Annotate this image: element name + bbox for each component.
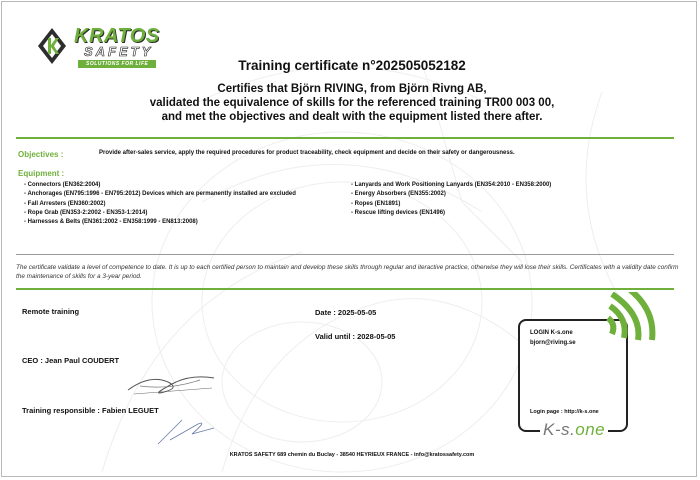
training-date: Date : 2025-05-05: [315, 308, 377, 317]
equipment-list-left: [24, 181, 296, 227]
equipment-item: - Rescue lifting devices (EN1496): [351, 209, 551, 218]
objectives-text: Provide after-sales service, apply the required procedures for product traceability, check equipment and decide on their safety or dangerousness.: [99, 150, 515, 156]
divider-top: [16, 137, 674, 139]
equipment-item: - Energy Absorbers (EN355:2002): [351, 190, 551, 199]
statement-line-2: validated the equivalence of skills for the referenced training TR00 003 00,: [149, 97, 555, 109]
responsible-signature: [152, 414, 232, 448]
objectives-label: Objectives :: [18, 150, 64, 159]
login-page-url[interactable]: Login page : http://k-s.one: [530, 409, 599, 415]
certificate-title: Training certificate n°202505052182: [238, 58, 466, 73]
login-user: bjorn@riving.se: [530, 340, 576, 346]
equipment-item: - Anchorages (EN795:1996 - EN795:2012) Devices which are permanently installed are excluded: [24, 190, 296, 199]
ceo-name: CEO : Jean Paul COUDERT: [22, 356, 120, 365]
ksone-logo: [540, 420, 608, 440]
equipment-item: - Rope Grab (EN353-2:2002 - EN353-1:2014): [24, 209, 296, 218]
training-responsible: Training responsible : Fabien LEGUET: [22, 406, 159, 415]
footer-address: KRATOS SAFETY 689 chemin du Buclay - 38540 HEYRIEUX FRANCE - info@kratossafety.com: [229, 452, 475, 458]
equipment-item: - Harnesses & Belts (EN361:2002 - EN358:1999 - EN813:2008): [24, 218, 296, 227]
logo-subword: SAFETY: [84, 44, 154, 59]
equipment-item: - Lanyards and Work Positioning Lanyards (EN354:2010 - EN358:2000): [351, 181, 551, 190]
certificate-frame: [1, 1, 697, 477]
disclaimer-text: The certificate validate a level of competence to date. It is up to each certified person to maintain and develop these skills through regular and iteractive practice, otherwise they will lose their skills. Certificates with a validity date confirm the maintenance of skills for a 3-year period.: [16, 264, 679, 281]
equipment-label: Equipment :: [18, 169, 65, 178]
ksone-logo-part2: one: [575, 420, 606, 439]
divider-bottom: [16, 288, 674, 290]
equipment-list-right: [351, 181, 551, 218]
training-mode: Remote training: [22, 307, 80, 316]
ksone-logo-part1: K-s.: [543, 420, 576, 439]
logo-wordmark: KRATOS: [74, 25, 160, 47]
statement-line-3: and met the objectives and dealt with the equipment listed there after.: [161, 111, 543, 123]
logo-tagline: SOLUTIONS FOR LIFE: [78, 60, 156, 68]
signal-waves-icon: [598, 292, 662, 342]
login-title: LOGIN K-s.one: [530, 330, 573, 336]
divider-middle: [16, 254, 674, 255]
statement-line-1: Certifies that Björn RIVING, from Björn Rivng AB,: [217, 83, 487, 95]
certificate-statement: [2, 82, 697, 124]
valid-until: Valid until : 2028-05-05: [315, 332, 396, 341]
ceo-signature: [120, 368, 220, 400]
equipment-item: - Fall Arresters (EN360:2002): [24, 200, 296, 209]
equipment-item: - Connectors (EN362:2004): [24, 181, 296, 190]
equipment-item: - Ropes (EN1891): [351, 200, 551, 209]
